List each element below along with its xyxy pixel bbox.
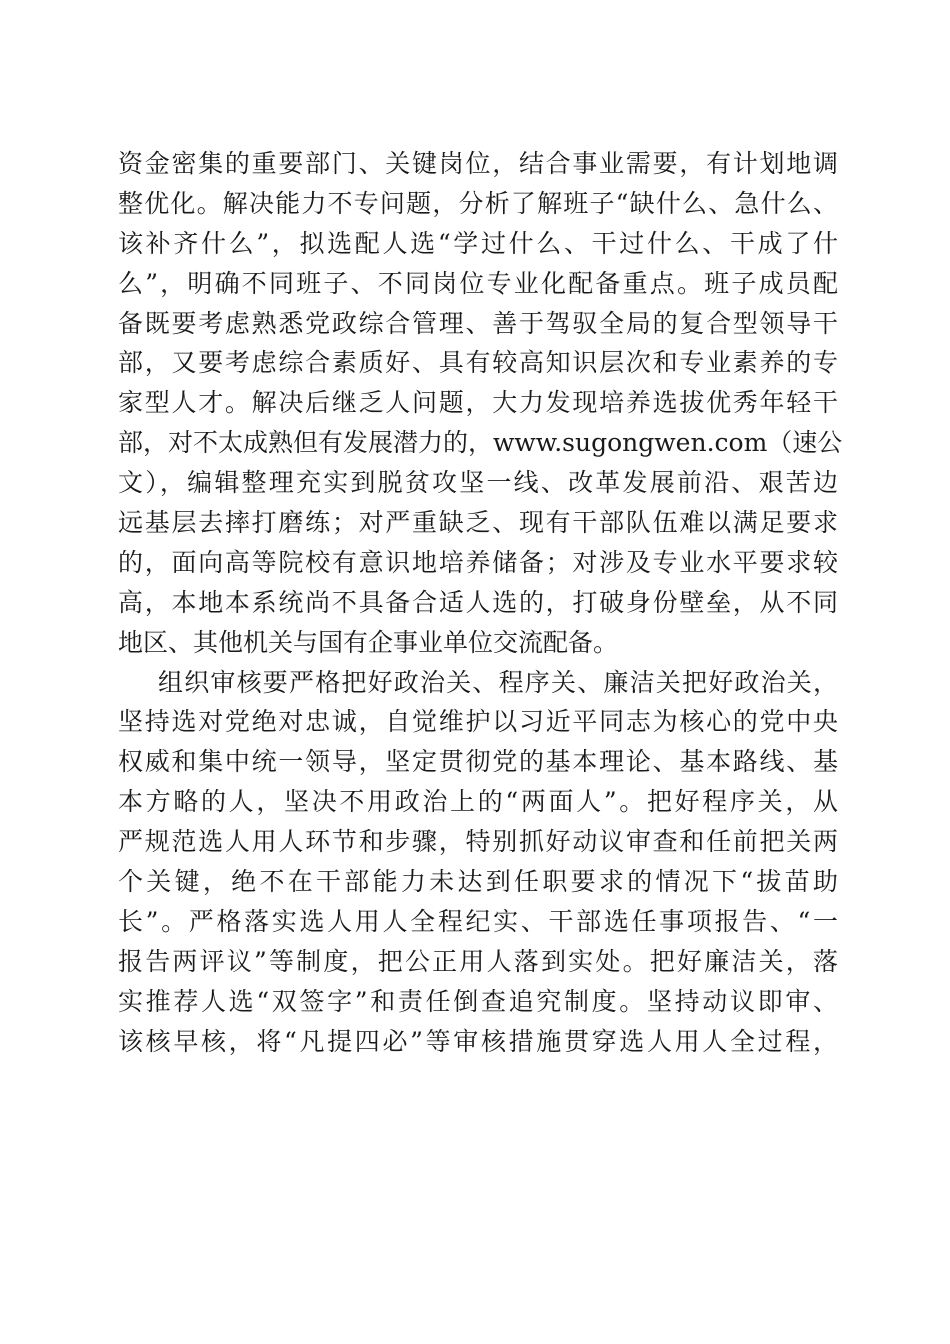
text-line: 报告两评议”等制度，把公正用人落到实处。把好廉洁关，落 [118,946,838,976]
text-line: 远基层去摔打磨练；对严重缺乏、现有干部队伍难以满足要求 [118,508,838,538]
text-line: 个关键，绝不在干部能力未达到任职要求的情况下“拔苗助 [118,867,838,897]
text-line: 该核早核，将“凡提四必”等审核措施贯穿选人用人全过程， [118,1026,838,1056]
text-line: 坚持选对党绝对忠诚，自觉维护以习近平同志为核心的党中央 [118,707,838,737]
text-line: 部，对不太成熟但有发展潜力的，www.sugongwen.com（速公 [118,428,843,458]
text-line: 长”。严格落实选人用人全程纪实、干部选任事项报告、“一 [118,906,838,936]
text-line: 资金密集的重要部门、关键岗位，结合事业需要，有计划地调 [118,149,838,178]
text-line: 地区、其他机关与国有企事业单位交流配备。 [118,627,619,657]
text-line: 家型人才。解决后继乏人问题，大力发现培养选拔优秀年轻干 [118,388,838,418]
text-line: 权威和集中统一领导，坚定贯彻党的基本理论、基本路线、基 [118,747,838,777]
text-line: 本方略的人，坚决不用政治上的“两面人”。把好程序关，从 [118,787,838,817]
text-line: 严规范选人用人环节和步骤，特别抓好动议审查和任前把关两 [118,827,838,857]
text-line: 备既要考虑熟悉党政综合管理、善于驾驭全局的复合型领导干 [118,308,838,338]
text-line: 的，面向高等院校有意识地培养储备；对涉及专业水平要求较 [118,547,838,577]
text-line: 整优化。解决能力不专问题，分析了解班子“缺什么、急什么、 [118,188,838,218]
text-line: 组织审核要严格把好政治关、程序关、廉洁关把好政治关， [158,667,838,697]
document-body [118,144,843,1061]
text-line: 文），编辑整理充实到脱贫攻坚一线、改革发展前沿、艰苦边 [118,468,838,498]
text-line: 部，又要考虑综合素质好、具有较高知识层次和专业素养的专 [118,348,838,378]
text-line: 高，本地本系统尚不具备合适人选的，打破身份壁垒，从不同 [118,587,838,617]
text-line: 该补齐什么”，拟选配人选“学过什么、干过什么、干成了什 [118,228,838,258]
text-line: 实推荐人选“双签字”和责任倒查追究制度。坚持动议即审、 [118,986,838,1016]
text-line: 么”，明确不同班子、不同岗位专业化配备重点。班子成员配 [118,268,838,298]
